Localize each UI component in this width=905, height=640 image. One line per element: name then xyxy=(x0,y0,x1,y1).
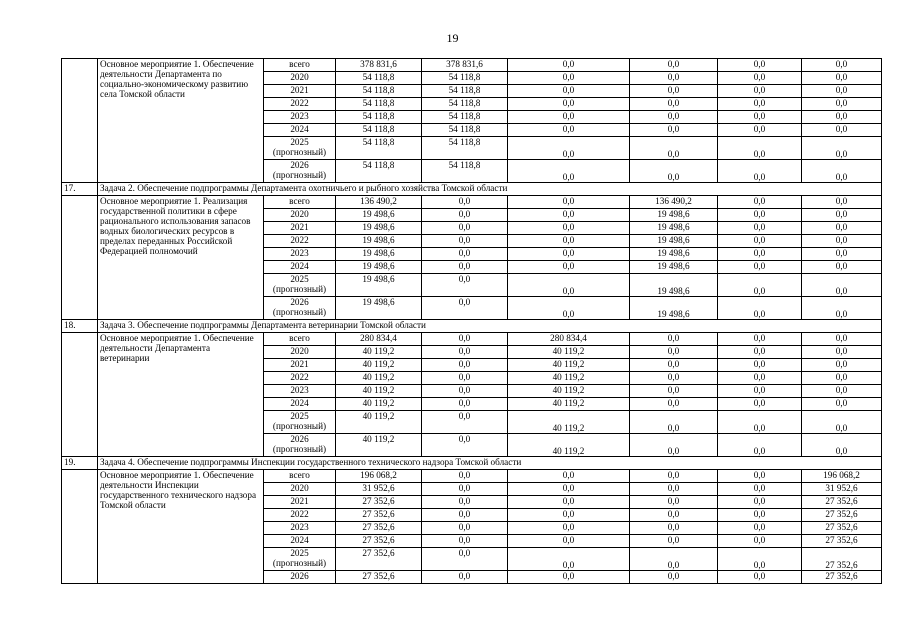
task-row xyxy=(62,183,882,196)
value-cell: 0,0 xyxy=(630,398,718,411)
value-cell: 0,0 xyxy=(422,385,508,398)
value-cell: 0,0 xyxy=(718,196,802,209)
value-cell: 0,0 xyxy=(802,346,882,359)
value-cell: 0,0 xyxy=(630,333,718,346)
value-cell: 0,0 xyxy=(508,274,630,297)
table-row xyxy=(62,196,882,209)
value-cell: 0,0 xyxy=(718,248,802,261)
value-cell: 0,0 xyxy=(718,372,802,385)
value-cell: 54 118,8 xyxy=(336,160,422,183)
value-cell: 27 352,6 xyxy=(802,522,882,535)
year-cell: 2020 xyxy=(264,209,336,222)
value-cell: 0,0 xyxy=(718,411,802,434)
year-cell: всего xyxy=(264,196,336,209)
value-cell: 0,0 xyxy=(422,333,508,346)
value-cell: 196 068,2 xyxy=(336,470,422,483)
year-cell: 2023 xyxy=(264,111,336,124)
budget-table xyxy=(61,58,882,584)
value-cell: 19 498,6 xyxy=(336,209,422,222)
value-cell: 40 119,2 xyxy=(336,385,422,398)
value-cell: 40 119,2 xyxy=(336,411,422,434)
year-cell: 2026 (прогнозный) xyxy=(264,160,336,183)
value-cell: 27 352,6 xyxy=(802,535,882,548)
value-cell: 40 119,2 xyxy=(336,398,422,411)
value-cell: 0,0 xyxy=(802,398,882,411)
year-cell: 2024 xyxy=(264,535,336,548)
year-cell: 2024 xyxy=(264,261,336,274)
value-cell: 0,0 xyxy=(802,411,882,434)
value-cell: 54 118,8 xyxy=(422,85,508,98)
value-cell: 280 834,4 xyxy=(508,333,630,346)
value-cell: 378 831,6 xyxy=(422,59,508,72)
value-cell: 0,0 xyxy=(630,98,718,111)
value-cell: 54 118,8 xyxy=(336,124,422,137)
value-cell: 0,0 xyxy=(508,571,630,584)
year-cell: 2022 xyxy=(264,98,336,111)
value-cell: 0,0 xyxy=(422,297,508,320)
row-number-cell xyxy=(62,196,98,320)
year-cell: 2025 (прогнозный) xyxy=(264,411,336,434)
year-cell: 2021 xyxy=(264,359,336,372)
value-cell: 27 352,6 xyxy=(802,548,882,571)
value-cell: 40 119,2 xyxy=(336,434,422,457)
year-cell: 2020 xyxy=(264,72,336,85)
value-cell: 0,0 xyxy=(802,235,882,248)
value-cell: 27 352,6 xyxy=(336,509,422,522)
value-cell: 136 490,2 xyxy=(630,196,718,209)
value-cell: 0,0 xyxy=(718,235,802,248)
value-cell: 0,0 xyxy=(630,571,718,584)
value-cell: 54 118,8 xyxy=(336,98,422,111)
task-number: 17. xyxy=(62,183,98,196)
year-cell: всего xyxy=(264,59,336,72)
value-cell: 40 119,2 xyxy=(508,385,630,398)
value-cell: 0,0 xyxy=(630,372,718,385)
value-cell: 0,0 xyxy=(422,571,508,584)
task-number: 19. xyxy=(62,457,98,470)
value-cell: 54 118,8 xyxy=(422,160,508,183)
value-cell: 0,0 xyxy=(802,359,882,372)
value-cell: 19 498,6 xyxy=(630,209,718,222)
value-cell: 0,0 xyxy=(422,235,508,248)
row-number-cell xyxy=(62,470,98,584)
value-cell: 19 498,6 xyxy=(336,297,422,320)
year-cell: 2022 xyxy=(264,235,336,248)
value-cell: 0,0 xyxy=(802,248,882,261)
page-number: 19 xyxy=(446,31,459,45)
value-cell: 0,0 xyxy=(422,398,508,411)
value-cell: 19 498,6 xyxy=(630,222,718,235)
value-cell: 27 352,6 xyxy=(802,571,882,584)
value-cell: 0,0 xyxy=(718,346,802,359)
value-cell: 0,0 xyxy=(718,522,802,535)
value-cell: 19 498,6 xyxy=(336,222,422,235)
value-cell: 0,0 xyxy=(422,346,508,359)
value-cell: 280 834,4 xyxy=(336,333,422,346)
value-cell: 0,0 xyxy=(422,411,508,434)
value-cell: 0,0 xyxy=(508,196,630,209)
value-cell: 27 352,6 xyxy=(336,571,422,584)
value-cell: 0,0 xyxy=(802,297,882,320)
value-cell: 0,0 xyxy=(422,548,508,571)
value-cell: 0,0 xyxy=(630,385,718,398)
value-cell: 0,0 xyxy=(422,274,508,297)
value-cell: 0,0 xyxy=(422,359,508,372)
value-cell: 54 118,8 xyxy=(336,85,422,98)
value-cell: 40 119,2 xyxy=(336,346,422,359)
value-cell: 0,0 xyxy=(718,98,802,111)
value-cell: 27 352,6 xyxy=(336,548,422,571)
value-cell: 0,0 xyxy=(630,346,718,359)
value-cell: 40 119,2 xyxy=(508,398,630,411)
value-cell: 0,0 xyxy=(718,333,802,346)
value-cell: 31 952,6 xyxy=(802,483,882,496)
value-cell: 54 118,8 xyxy=(422,137,508,160)
value-cell: 40 119,2 xyxy=(508,434,630,457)
year-cell: 2022 xyxy=(264,372,336,385)
value-cell: 19 498,6 xyxy=(336,261,422,274)
value-cell: 0,0 xyxy=(422,196,508,209)
value-cell: 0,0 xyxy=(718,297,802,320)
value-cell: 0,0 xyxy=(718,398,802,411)
value-cell: 0,0 xyxy=(422,470,508,483)
value-cell: 0,0 xyxy=(718,483,802,496)
value-cell: 19 498,6 xyxy=(630,248,718,261)
value-cell: 0,0 xyxy=(630,522,718,535)
value-cell: 27 352,6 xyxy=(336,535,422,548)
value-cell: 0,0 xyxy=(508,235,630,248)
activity-description: Основное мероприятие 1. Реализация государственной политики в сфере рационального использования запасов водных биологических ресурсов в пределах переданных Российской Федерацией полномочий xyxy=(98,196,264,320)
value-cell: 0,0 xyxy=(422,261,508,274)
year-cell: 2025 (прогнозный) xyxy=(264,548,336,571)
value-cell: 0,0 xyxy=(422,248,508,261)
year-cell: 2020 xyxy=(264,483,336,496)
task-number: 18. xyxy=(62,320,98,333)
year-cell: 2021 xyxy=(264,222,336,235)
year-cell: 2021 xyxy=(264,496,336,509)
value-cell: 0,0 xyxy=(508,248,630,261)
value-cell: 19 498,6 xyxy=(336,248,422,261)
value-cell: 0,0 xyxy=(508,85,630,98)
value-cell: 0,0 xyxy=(422,496,508,509)
value-cell: 0,0 xyxy=(422,483,508,496)
value-cell: 27 352,6 xyxy=(336,522,422,535)
value-cell: 40 119,2 xyxy=(336,359,422,372)
value-cell: 0,0 xyxy=(802,209,882,222)
year-cell: 2023 xyxy=(264,522,336,535)
value-cell: 0,0 xyxy=(718,137,802,160)
value-cell: 19 498,6 xyxy=(336,274,422,297)
value-cell: 0,0 xyxy=(802,160,882,183)
value-cell: 0,0 xyxy=(630,434,718,457)
value-cell: 0,0 xyxy=(718,434,802,457)
value-cell: 0,0 xyxy=(802,137,882,160)
value-cell: 0,0 xyxy=(718,111,802,124)
year-cell: 2024 xyxy=(264,398,336,411)
year-cell: 2020 xyxy=(264,346,336,359)
value-cell: 136 490,2 xyxy=(336,196,422,209)
activity-description: Основное мероприятие 1. Обеспечение деятельности Департамента по социально-экономическому развитию села Томской области xyxy=(98,59,264,183)
value-cell: 196 068,2 xyxy=(802,470,882,483)
year-cell: 2026 xyxy=(264,571,336,584)
value-cell: 0,0 xyxy=(802,333,882,346)
value-cell: 0,0 xyxy=(718,261,802,274)
year-cell: 2025 (прогнозный) xyxy=(264,274,336,297)
value-cell: 0,0 xyxy=(508,124,630,137)
value-cell: 40 119,2 xyxy=(508,411,630,434)
task-title: Задача 4. Обеспечение подпрограммы Инспекции государственного технического надзора Томской области xyxy=(98,457,882,470)
value-cell: 0,0 xyxy=(802,372,882,385)
value-cell: 378 831,6 xyxy=(336,59,422,72)
value-cell: 0,0 xyxy=(802,196,882,209)
value-cell: 0,0 xyxy=(508,548,630,571)
year-cell: 2023 xyxy=(264,248,336,261)
value-cell: 0,0 xyxy=(422,434,508,457)
task-title: Задача 2. Обеспечение подпрограммы Департамента охотничьего и рыбного хозяйства Томской области xyxy=(98,183,882,196)
value-cell: 0,0 xyxy=(508,535,630,548)
value-cell: 0,0 xyxy=(718,548,802,571)
row-number-cell xyxy=(62,333,98,457)
value-cell: 0,0 xyxy=(718,470,802,483)
value-cell: 0,0 xyxy=(802,222,882,235)
value-cell: 0,0 xyxy=(718,85,802,98)
task-title: Задача 3. Обеспечение подпрограммы Департамента ветеринарии Томской области xyxy=(98,320,882,333)
value-cell: 0,0 xyxy=(630,470,718,483)
value-cell: 0,0 xyxy=(508,470,630,483)
value-cell: 0,0 xyxy=(630,548,718,571)
value-cell: 54 118,8 xyxy=(422,72,508,85)
value-cell: 0,0 xyxy=(718,385,802,398)
value-cell: 0,0 xyxy=(630,111,718,124)
value-cell: 40 119,2 xyxy=(508,372,630,385)
value-cell: 0,0 xyxy=(508,59,630,72)
value-cell: 19 498,6 xyxy=(630,274,718,297)
value-cell: 0,0 xyxy=(802,111,882,124)
year-cell: 2025 (прогнозный) xyxy=(264,137,336,160)
value-cell: 0,0 xyxy=(508,209,630,222)
value-cell: 0,0 xyxy=(422,209,508,222)
value-cell: 0,0 xyxy=(802,98,882,111)
value-cell: 0,0 xyxy=(718,59,802,72)
value-cell: 0,0 xyxy=(508,137,630,160)
value-cell: 0,0 xyxy=(508,160,630,183)
year-cell: 2026 (прогнозный) xyxy=(264,297,336,320)
value-cell: 0,0 xyxy=(630,535,718,548)
value-cell: 0,0 xyxy=(630,137,718,160)
value-cell: 19 498,6 xyxy=(630,235,718,248)
value-cell: 0,0 xyxy=(802,274,882,297)
value-cell: 0,0 xyxy=(508,72,630,85)
value-cell: 19 498,6 xyxy=(336,235,422,248)
value-cell: 0,0 xyxy=(718,496,802,509)
value-cell: 0,0 xyxy=(508,98,630,111)
value-cell: 0,0 xyxy=(508,483,630,496)
value-cell: 0,0 xyxy=(802,59,882,72)
value-cell: 27 352,6 xyxy=(802,496,882,509)
value-cell: 0,0 xyxy=(630,85,718,98)
value-cell: 0,0 xyxy=(508,522,630,535)
year-cell: 2023 xyxy=(264,385,336,398)
value-cell: 0,0 xyxy=(802,434,882,457)
value-cell: 31 952,6 xyxy=(336,483,422,496)
value-cell: 54 118,8 xyxy=(422,124,508,137)
value-cell: 0,0 xyxy=(630,124,718,137)
value-cell: 0,0 xyxy=(508,111,630,124)
value-cell: 0,0 xyxy=(422,522,508,535)
value-cell: 27 352,6 xyxy=(336,496,422,509)
year-cell: 2024 xyxy=(264,124,336,137)
value-cell: 0,0 xyxy=(422,372,508,385)
value-cell: 0,0 xyxy=(630,72,718,85)
value-cell: 0,0 xyxy=(630,59,718,72)
value-cell: 54 118,8 xyxy=(336,111,422,124)
value-cell: 0,0 xyxy=(718,72,802,85)
year-cell: всего xyxy=(264,333,336,346)
year-cell: 2022 xyxy=(264,509,336,522)
value-cell: 27 352,6 xyxy=(802,509,882,522)
task-row xyxy=(62,457,882,470)
value-cell: 54 118,8 xyxy=(336,137,422,160)
value-cell: 0,0 xyxy=(422,535,508,548)
table-row xyxy=(62,333,882,346)
value-cell: 0,0 xyxy=(718,571,802,584)
task-row xyxy=(62,320,882,333)
value-cell: 0,0 xyxy=(630,496,718,509)
value-cell: 0,0 xyxy=(802,72,882,85)
value-cell: 0,0 xyxy=(422,509,508,522)
value-cell: 0,0 xyxy=(422,222,508,235)
value-cell: 19 498,6 xyxy=(630,297,718,320)
value-cell: 0,0 xyxy=(718,124,802,137)
value-cell: 0,0 xyxy=(802,124,882,137)
value-cell: 54 118,8 xyxy=(422,111,508,124)
year-cell: 2021 xyxy=(264,85,336,98)
year-cell: 2026 (прогнозный) xyxy=(264,434,336,457)
table-row xyxy=(62,470,882,483)
activity-description: Основное мероприятие 1. Обеспечение деятельности Инспекции государственного технического надзора Томской области xyxy=(98,470,264,584)
value-cell: 0,0 xyxy=(508,297,630,320)
value-cell: 0,0 xyxy=(802,385,882,398)
row-number-cell xyxy=(62,59,98,183)
value-cell: 0,0 xyxy=(630,411,718,434)
value-cell: 40 119,2 xyxy=(508,359,630,372)
value-cell: 0,0 xyxy=(802,261,882,274)
value-cell: 0,0 xyxy=(630,483,718,496)
value-cell: 54 118,8 xyxy=(422,98,508,111)
value-cell: 0,0 xyxy=(718,535,802,548)
value-cell: 0,0 xyxy=(630,160,718,183)
table-row xyxy=(62,59,882,72)
value-cell: 0,0 xyxy=(508,496,630,509)
value-cell: 40 119,2 xyxy=(336,372,422,385)
value-cell: 0,0 xyxy=(508,261,630,274)
value-cell: 0,0 xyxy=(630,359,718,372)
value-cell: 0,0 xyxy=(508,509,630,522)
value-cell: 0,0 xyxy=(718,274,802,297)
value-cell: 0,0 xyxy=(802,85,882,98)
value-cell: 19 498,6 xyxy=(630,261,718,274)
value-cell: 40 119,2 xyxy=(508,346,630,359)
year-cell: всего xyxy=(264,470,336,483)
value-cell: 0,0 xyxy=(718,359,802,372)
value-cell: 0,0 xyxy=(718,209,802,222)
value-cell: 0,0 xyxy=(718,160,802,183)
value-cell: 0,0 xyxy=(630,509,718,522)
value-cell: 0,0 xyxy=(718,509,802,522)
activity-description: Основное мероприятие 1. Обеспечение деятельности Департамента ветеринарии xyxy=(98,333,264,457)
value-cell: 54 118,8 xyxy=(336,72,422,85)
value-cell: 0,0 xyxy=(508,222,630,235)
value-cell: 0,0 xyxy=(718,222,802,235)
